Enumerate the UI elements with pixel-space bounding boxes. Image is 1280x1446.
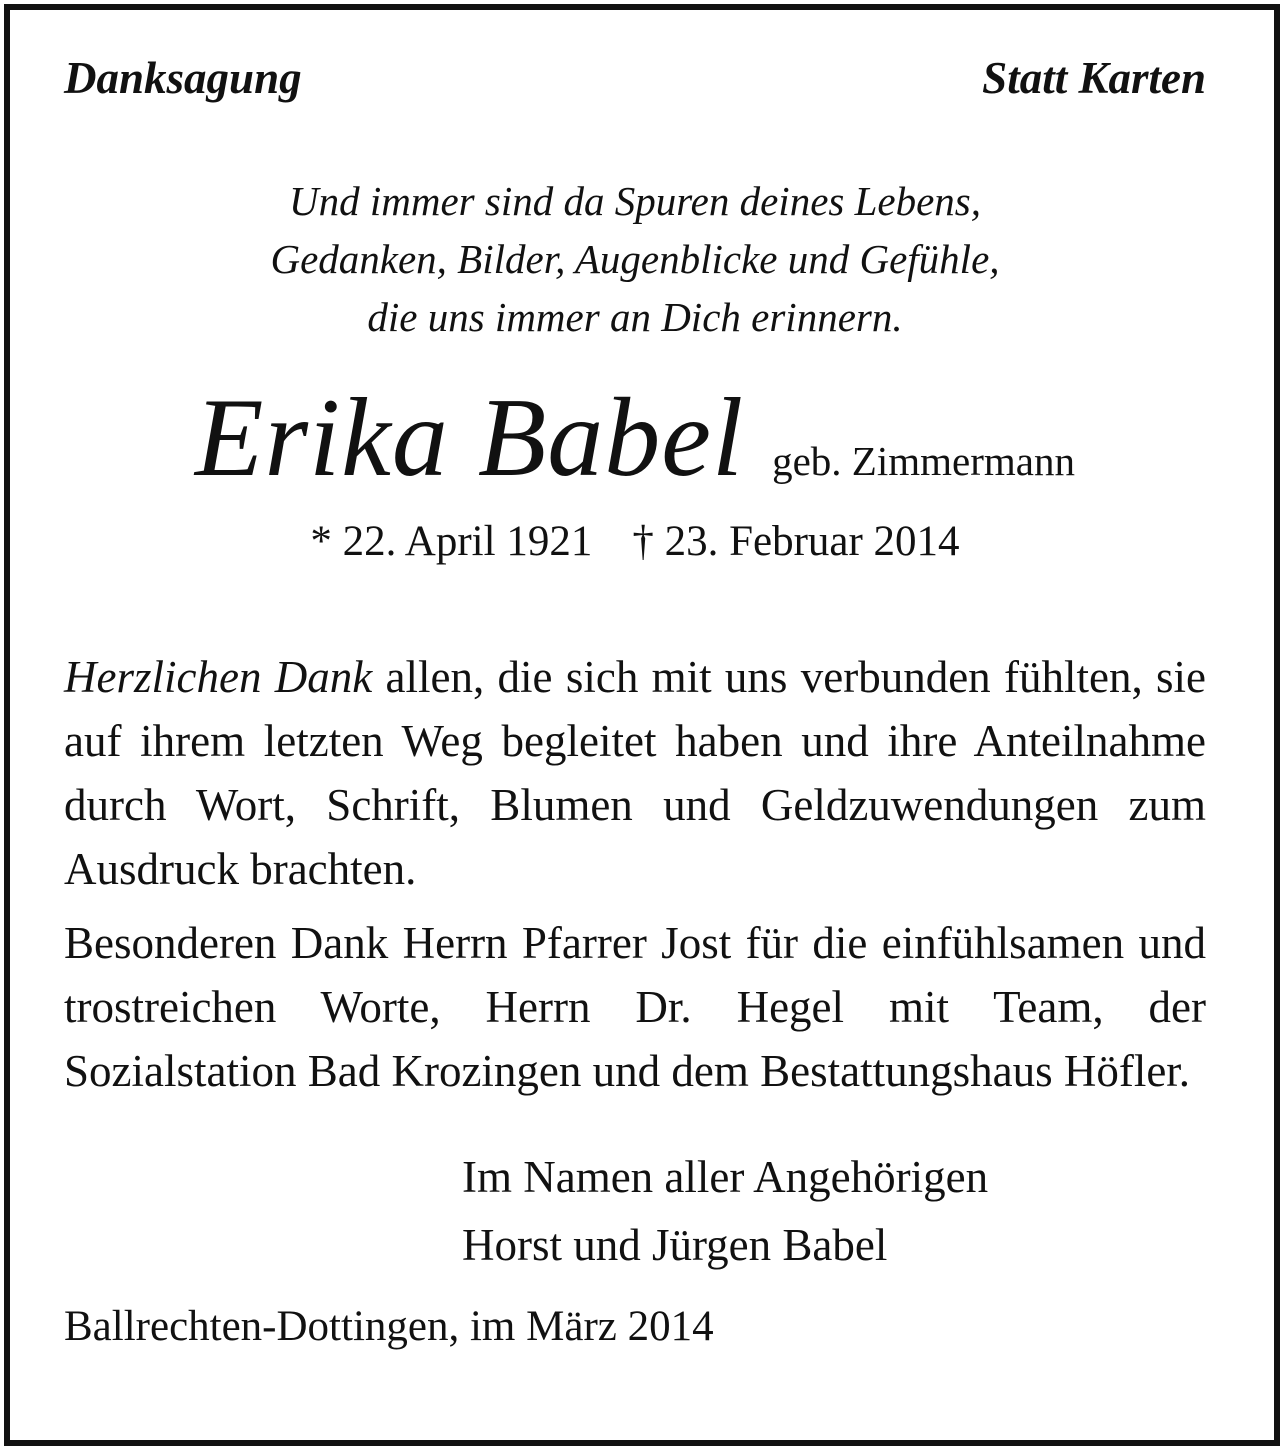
- verse-line: Und immer sind da Spuren deines Lebens,: [289, 178, 981, 224]
- signature-names: Horst und Jürgen Babel: [462, 1220, 888, 1270]
- verse-line: die uns immer an Dich erinnern.: [367, 294, 903, 340]
- thanks-text: [64, 645, 1206, 1103]
- birth-date: * 22. April 1921: [310, 518, 593, 565]
- special-thanks-paragraph: Besonderen Dank Herrn Pfarrer Jost für die einfühlsamen und trostreichen Worte, Herrn Dr. Hegel mit Team, der Sozialstation Bad Krozingen und dem Bestattungshaus Höfler.: [64, 918, 1206, 1096]
- obituary-notice: [64, 53, 1206, 1350]
- deceased-name: Erika Babel: [195, 376, 745, 500]
- signature: [462, 1143, 1206, 1279]
- header-left: Danksagung: [64, 53, 302, 103]
- header-right: Statt Karten: [982, 53, 1206, 103]
- life-dates: [64, 520, 1206, 563]
- thanks-rest: allen, die sich mit uns verbunden fühlten, sie auf ihrem letzten Weg begleitet haben und ihre Anteilnahme durch Wort, Schrift, Blumen und Geldzuwendungen zum Ausdruck brachten.: [64, 652, 1206, 894]
- thanks-paragraph: [64, 645, 1206, 901]
- death-date: † 23. Februar 2014: [632, 518, 960, 565]
- verse-line: Gedanken, Bilder, Augenblicke und Gefühle,: [270, 236, 1000, 282]
- place-date: Ballrechten-Dottingen, im März 2014: [64, 1303, 714, 1350]
- birth-name: geb. Zimmermann: [772, 438, 1075, 484]
- deceased-name-row: [64, 376, 1206, 500]
- signature-line: Im Namen aller Angehörigen: [462, 1152, 989, 1202]
- verse: [64, 172, 1206, 346]
- notice-header: [64, 53, 1206, 126]
- thanks-lead: Herzlichen Dank: [64, 652, 373, 702]
